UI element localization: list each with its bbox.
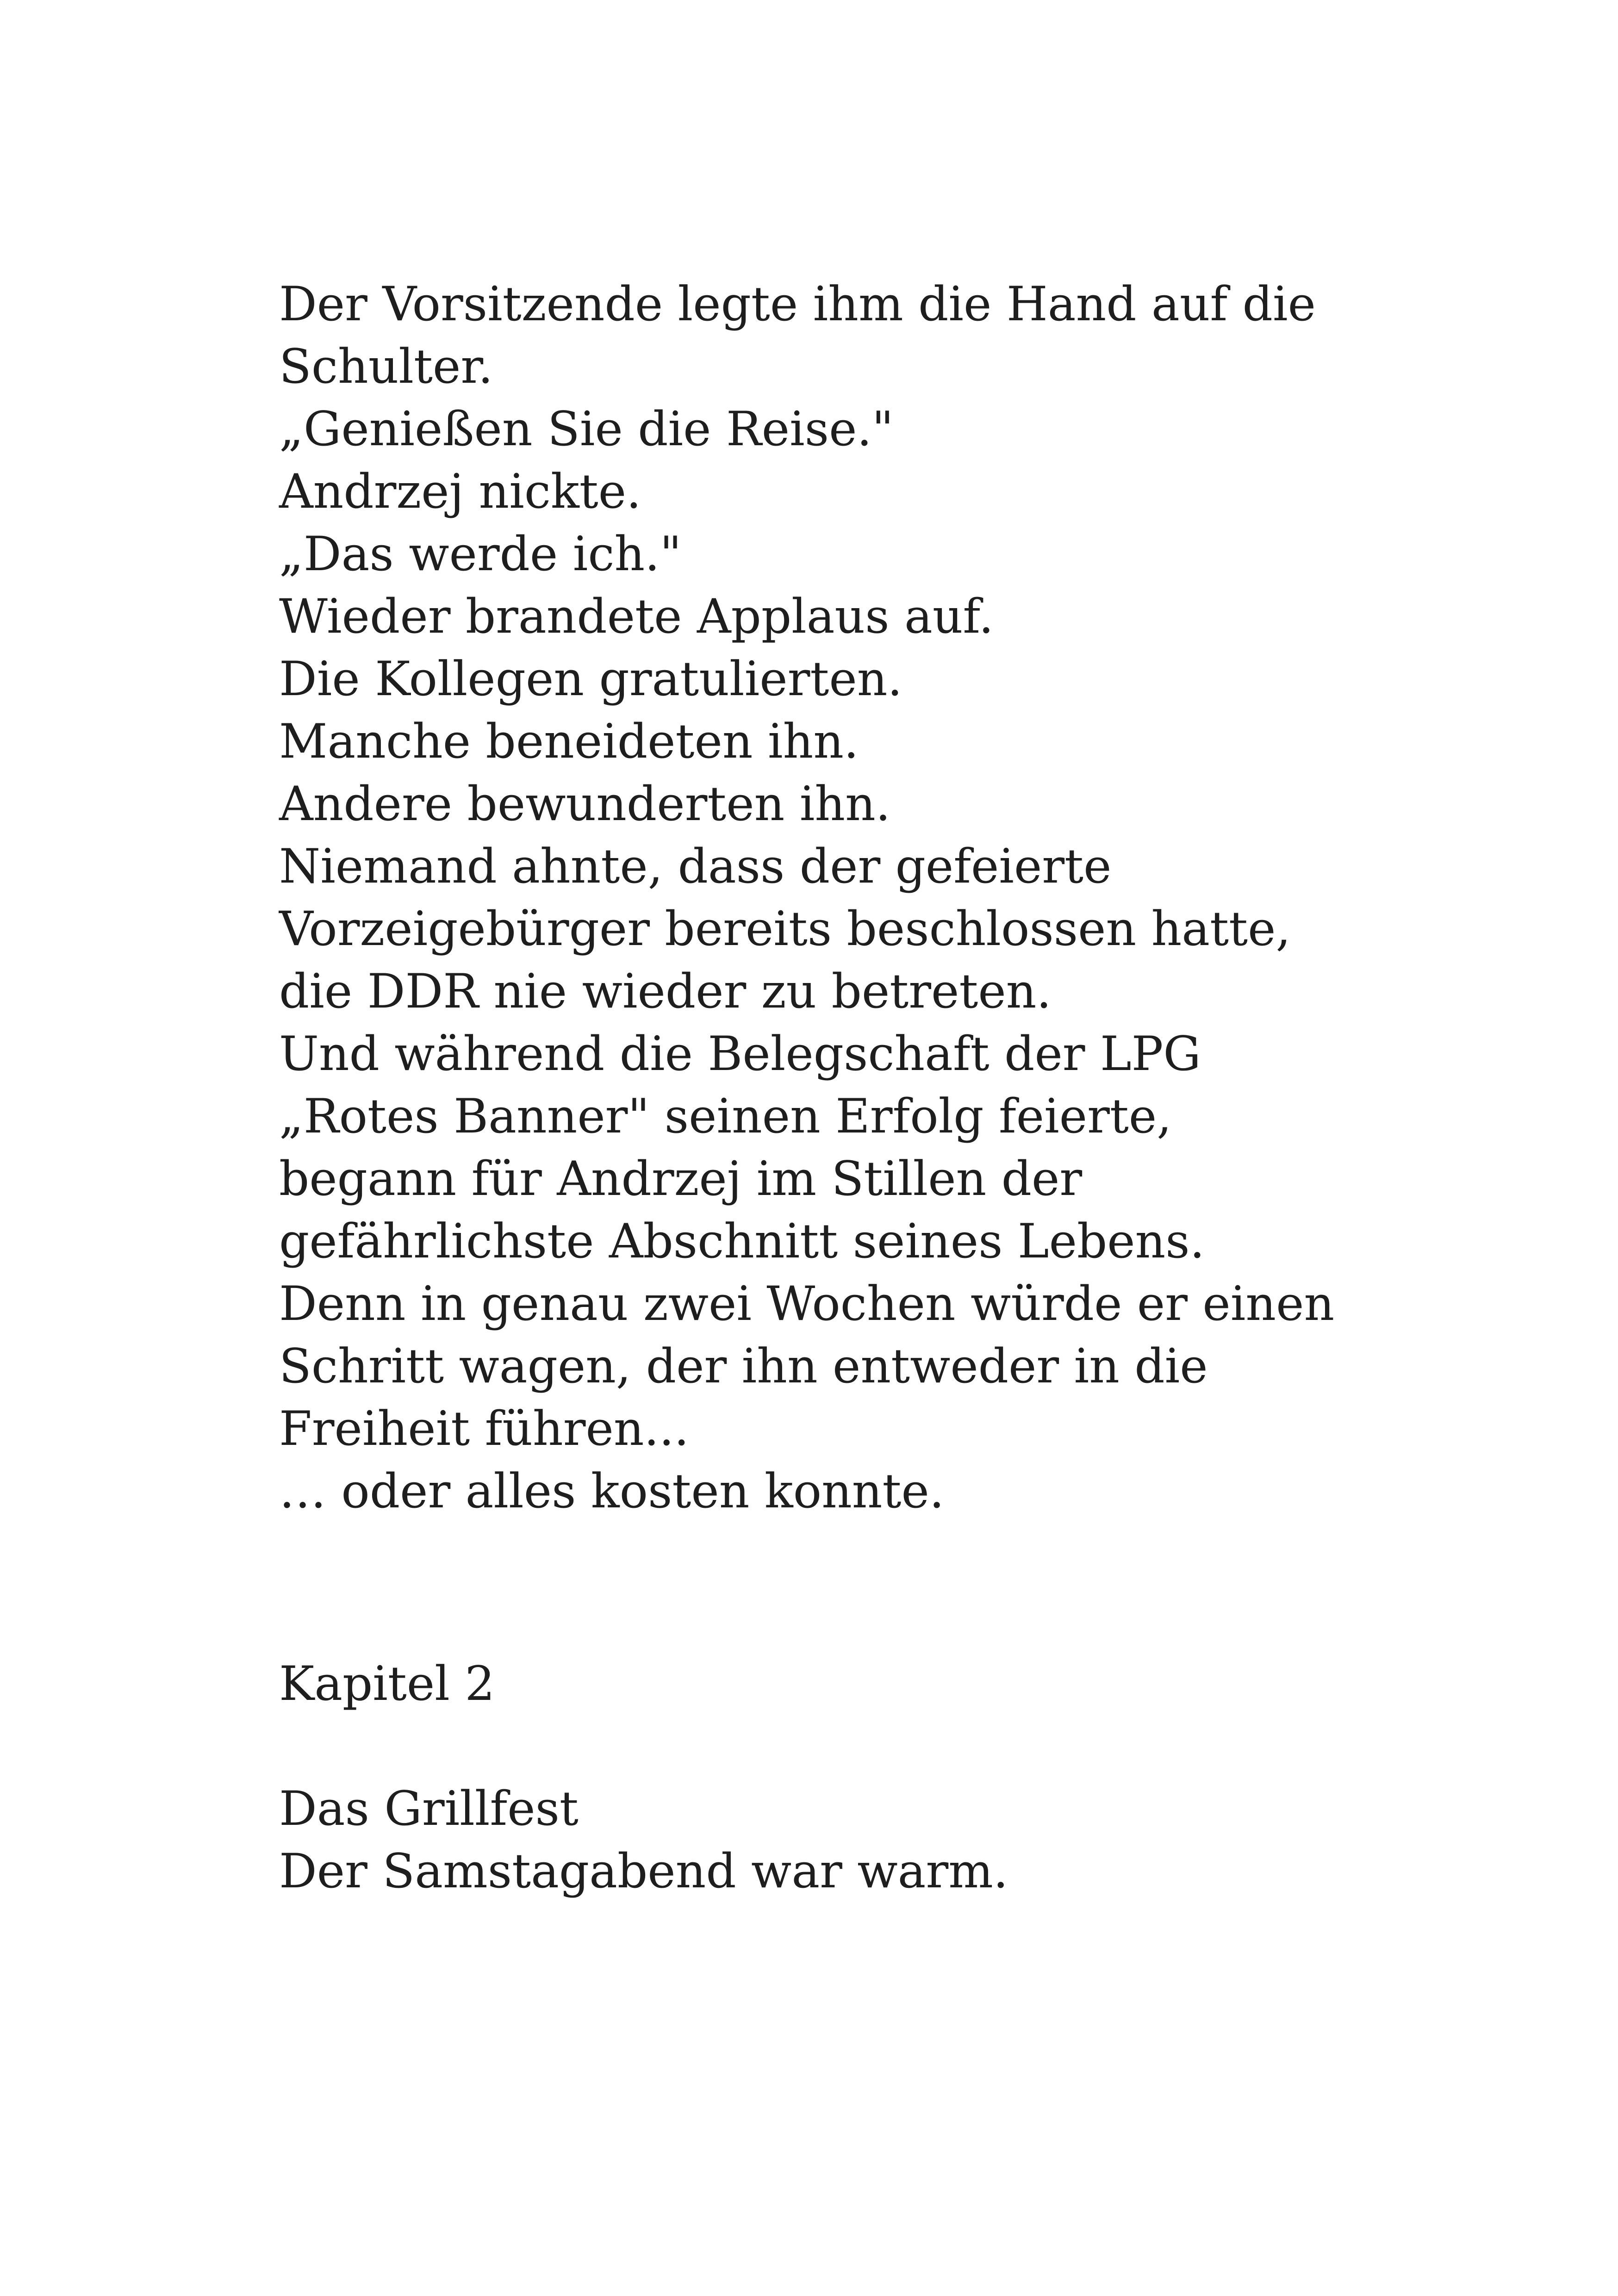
chapter-heading: Kapitel 2 (279, 1656, 495, 1711)
text-line: begann für Andrzej im Stillen der (279, 1151, 1083, 1207)
text-line: Wieder brandete Applaus auf. (279, 589, 994, 644)
text-line: gefährlichste Abschnitt seines Lebens. (279, 1214, 1205, 1269)
text-line: … oder alles kosten konnte. (279, 1464, 945, 1519)
text-line: Schritt wagen, der ihn entweder in die (279, 1339, 1208, 1394)
text-line: „Das werde ich." (279, 527, 682, 582)
text-line: Der Samstagabend war warm. (279, 1844, 1008, 1899)
text-line: Und während die Belegschaft der LPG (279, 1027, 1201, 1082)
text-line: Andrzej nickte. (279, 464, 641, 519)
text-line: Schulter. (279, 339, 493, 394)
chapter-title: Das Grillfest (279, 1781, 579, 1836)
text-line: Manche beneideten ihn. (279, 714, 859, 769)
text-line: Freiheit führen... (279, 1401, 689, 1456)
body-text (279, 273, 1390, 1523)
chapter-start (279, 1778, 1008, 1903)
text-line: Denn in genau zwei Wochen würde er einen (279, 1276, 1335, 1332)
text-line: Vorzeigebürger bereits beschlossen hatte, (279, 902, 1291, 957)
text-line: Niemand ahnte, dass der gefeierte (279, 839, 1112, 894)
text-line: Die Kollegen gratulierten. (279, 652, 902, 707)
text-line: Andere bewunderten ihn. (279, 777, 891, 832)
text-line: Der Vorsitzende legte ihm die Hand auf die (279, 277, 1316, 332)
text-line: „Genießen Sie die Reise." (279, 402, 894, 457)
text-line: die DDR nie wieder zu betreten. (279, 964, 1052, 1019)
text-line: „Rotes Banner" seinen Erfolg feierte, (279, 1089, 1172, 1144)
